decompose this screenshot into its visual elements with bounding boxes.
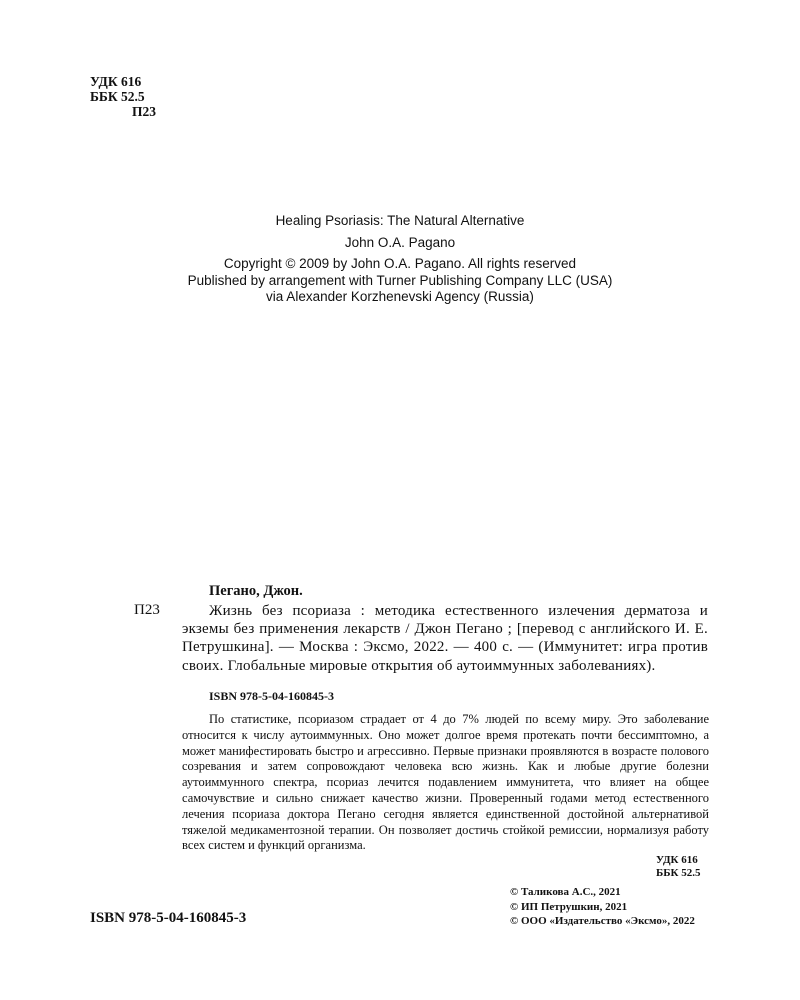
udk-code-bottom: УДК 616 (656, 854, 698, 866)
bibliographic-description: Жизнь без псориаза : методика естественного излечения дерматоза и экземы без применения лекарств / Джон Пегано ; [перевод с английского И. Е. Петрушкина]. — Москва : Эксмо, 2022. — 400 с. — (Иммунитет: игра против своих. Глобальные мировые открытия об аутоиммунных заболеваниях). (182, 603, 708, 674)
classification-codes-top (90, 74, 156, 119)
classification-codes-bottom (620, 854, 706, 880)
copyright-line: Copyright © 2009 by John O.A. Pagano. All rights reserved (223, 256, 577, 271)
agency-line: via Alexander Korzhenevski Agency (Russia) (266, 289, 534, 304)
book-abstract: По статистике, псориазом страдает от 4 до 7% людей по всему миру. Это заболевание относится к числу аутоиммунных. Оно может долгое время протекать почти бессимптомно, а может манифестировать быстро и агрессивно. Первые признаки проявляются в возрасте полового созревания и затем сопровождают человека всю жизнь. Как и любые другие болезни аутоиммунного спектра, псориаз лечится подавлением иммунитета, что влияет на общее самочувствие и сильно снижает качество жизни. Проверенный годами метод естественного лечения псориаза доктора Пегано сегодня является единственной достойной альтернативой тяжелой медикаментозной терапии. Он позволяет достичь стойкой ремиссии, нормализуя работу всех систем и функций организма. (182, 712, 709, 853)
copyright-holder-publisher: © ООО «Издательство «Эксмо», 2022 (510, 915, 695, 927)
bbk-code-bottom: ББК 52.5 (656, 867, 701, 879)
bibliographic-author-heading: Пегано, Джон. (209, 583, 303, 599)
author-sign: П23 (132, 104, 157, 119)
bbk-code: ББК 52.5 (90, 89, 145, 104)
footer-isbn: ISBN 978-5-04-160845-3 (90, 910, 247, 926)
original-title: Healing Psoriasis: The Natural Alternative (275, 213, 525, 228)
copyright-holders (510, 885, 695, 929)
bibliographic-isbn: ISBN 978-5-04-160845-3 (209, 689, 334, 703)
original-author: John O.A. Pagano (344, 235, 456, 250)
publisher-arrangement-line: Published by arrangement with Turner Publishing Company LLC (USA) (187, 272, 613, 288)
copyright-holder-design: © ИП Петрушкин, 2021 (510, 900, 628, 913)
copyright-holder-translator: © Таликова А.С., 2021 (510, 886, 621, 898)
copyright-notice (0, 256, 800, 306)
bibliographic-author-sign: П23 (134, 602, 160, 618)
udk-code: УДК 616 (90, 74, 142, 89)
